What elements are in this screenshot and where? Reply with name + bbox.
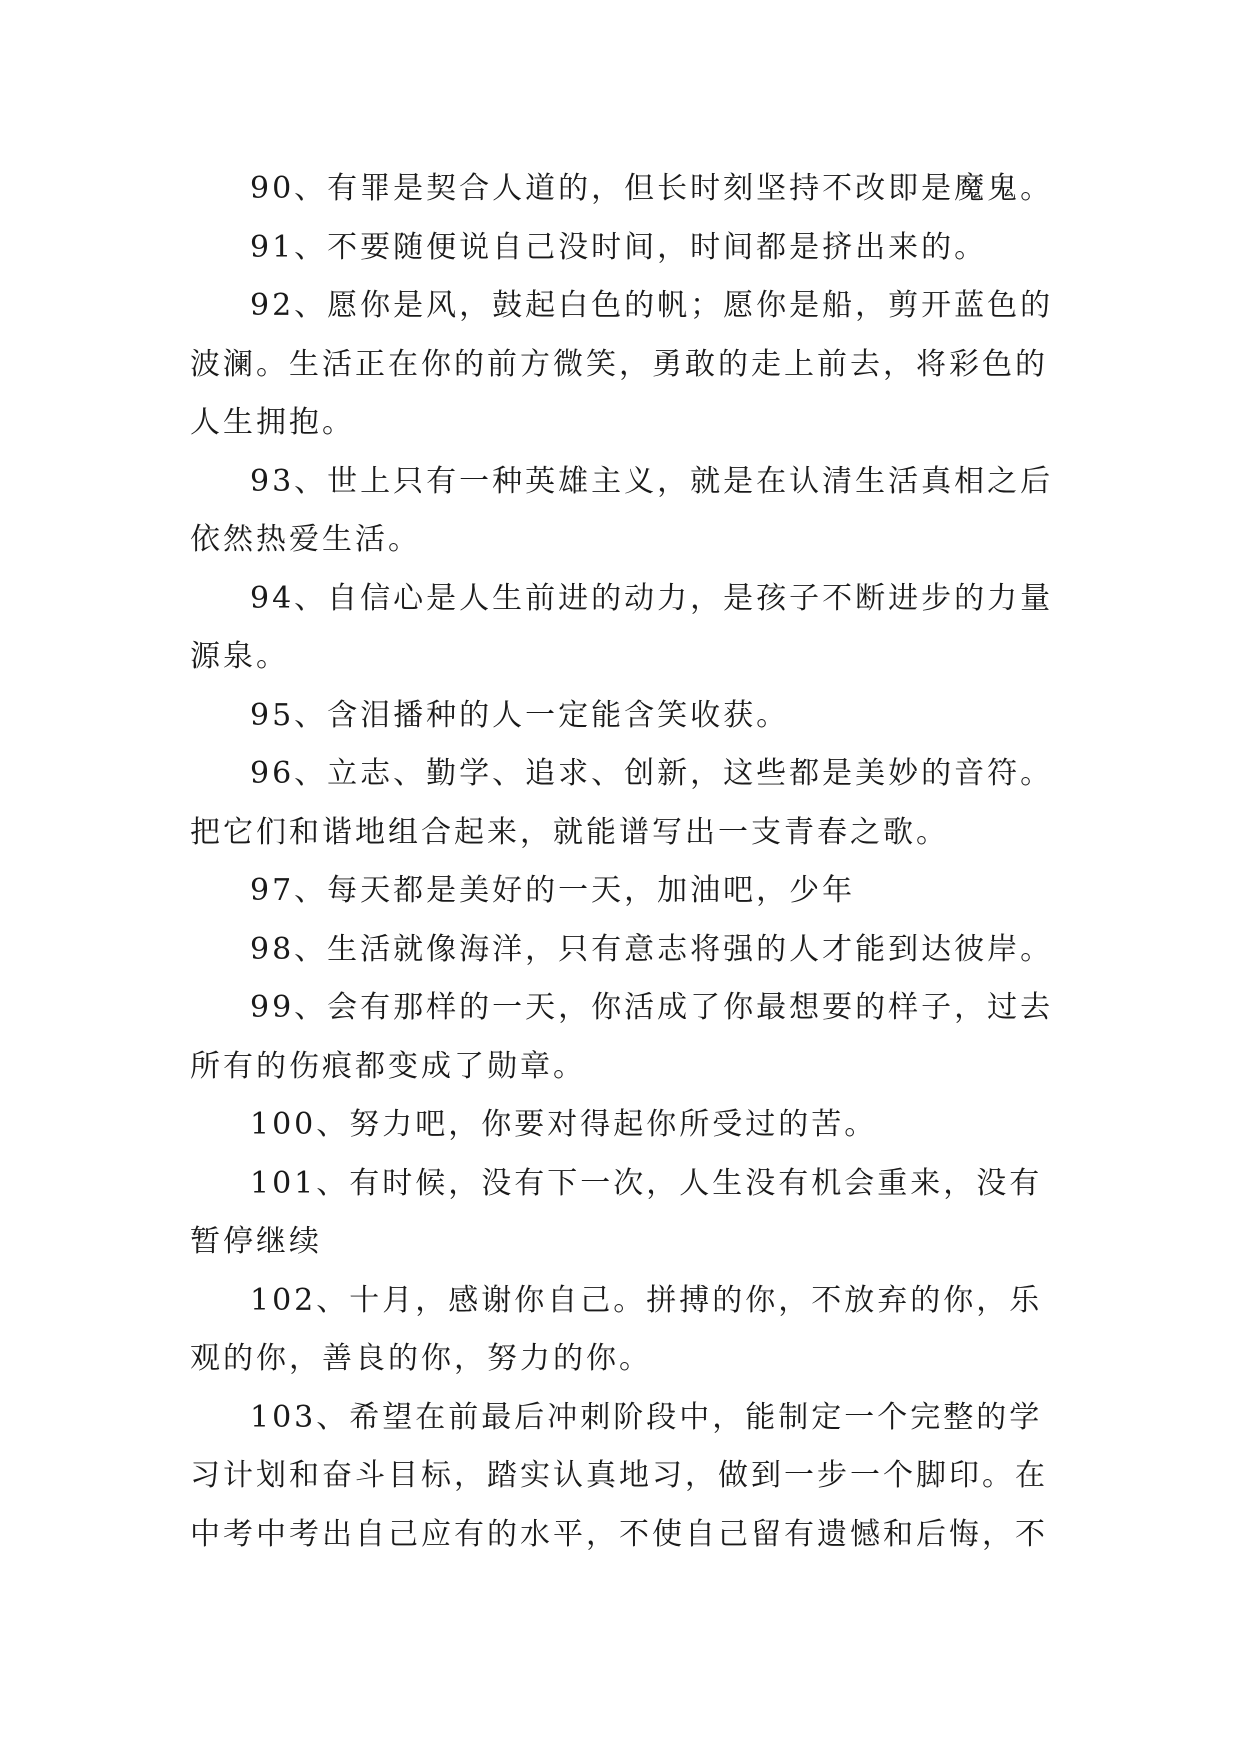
paragraph-93: 93、世上只有一种英雄主义，就是在认清生活真相之后依然热爱生活。 <box>190 463 1054 557</box>
paragraph-96: 96、立志、勤学、追求、创新，这些都是美妙的音符。把它们和谐地组合起来，就能谱写出一支青春之歌。 <box>190 756 1054 850</box>
paragraph-98: 98、生活就像海洋，只有意志将强的人才能到达彼岸。 <box>250 931 1054 967</box>
paragraph-99: 99、会有那样的一天，你活成了你最想要的样子，过去所有的伤痕都变成了勋章。 <box>190 990 1054 1084</box>
paragraph-90: 90、有罪是契合人道的，但长时刻坚持不改即是魔鬼。 <box>250 171 1054 206</box>
paragraph-92: 92、愿你是风，鼓起白色的帆；愿你是船，剪开蓝色的波澜。生活正在你的前方微笑，勇敢的走上前去，将彩色的人生拥抱。 <box>190 288 1054 440</box>
paragraph-102: 102、十月，感谢你自己。拼搏的你，不放弃的你，乐观的你，善良的你，努力的你。 <box>190 1282 1043 1376</box>
paragraph-91: 91、不要随便说自己没时间，时间都是挤出来的。 <box>250 229 988 265</box>
paragraph-95: 95、含泪播种的人一定能含笑收获。 <box>250 697 790 733</box>
paragraph-101: 101、有时候，没有下一次，人生没有机会重来，没有暂停继续 <box>190 1165 1043 1259</box>
document-body <box>190 160 1070 1564</box>
paragraph-100: 100、努力吧，你要对得起你所受过的苦。 <box>250 1107 878 1142</box>
paragraph-97: 97、每天都是美好的一天，加油吧，少年 <box>250 873 856 908</box>
paragraph-94: 94、自信心是人生前进的动力，是孩子不断进步的力量源泉。 <box>190 580 1054 674</box>
paragraph-103: 103、希望在前最后冲刺阶段中，能制定一个完整的学习计划和奋斗目标，踏实认真地习，做到一步一个脚印。在中考中考出自己应有的水平，不使自己留有遗憾和后悔，不 <box>190 1399 1048 1552</box>
